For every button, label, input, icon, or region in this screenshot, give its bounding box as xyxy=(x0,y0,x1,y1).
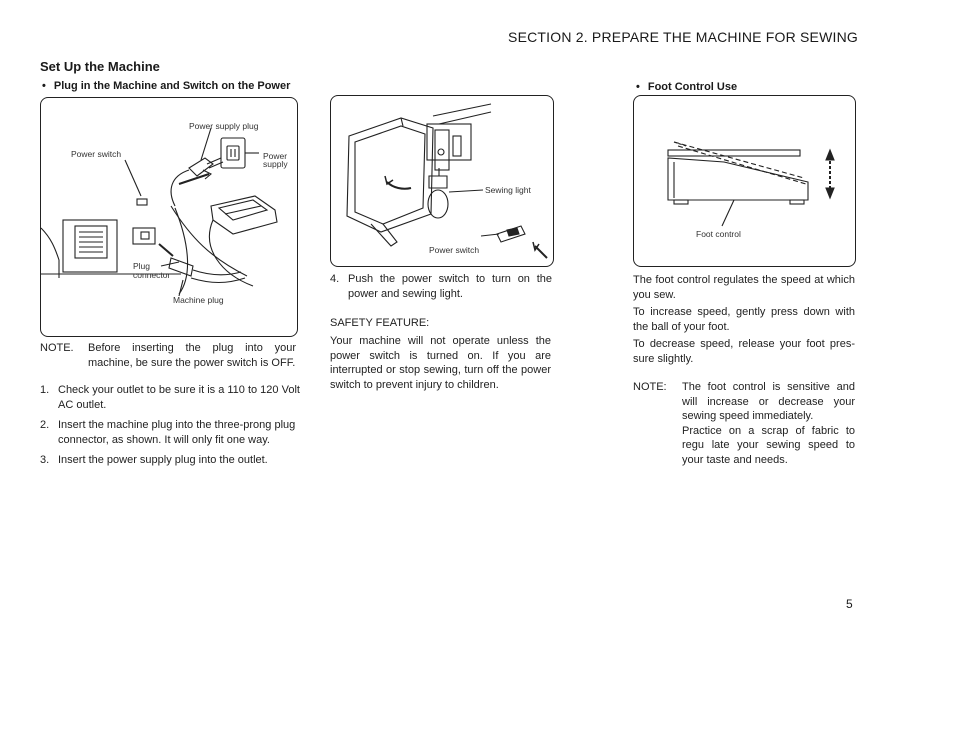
step-item xyxy=(40,418,300,447)
note-tag: NOTE: xyxy=(633,381,667,393)
plug-connector-label-1: Plug xyxy=(133,261,151,271)
machine-plug-label: Machine plug xyxy=(173,295,224,305)
left-note xyxy=(40,341,296,370)
foot-control-heading xyxy=(636,81,737,93)
note-tag: NOTE. xyxy=(40,342,74,354)
sewing-light-label: Sewing light xyxy=(485,185,531,195)
safety-heading: SAFETY FEATURE: xyxy=(330,317,430,329)
foot-control-paragraph: To increase speed, gently press down with the ball of your foot. xyxy=(633,306,855,333)
foot-control-paragraph: The foot control regulates the speed at which you sew. xyxy=(633,274,855,301)
plug-in-figure xyxy=(40,97,298,337)
bullet: • xyxy=(42,80,46,92)
safety-text: Your machine will not operate unless the power switch is turned on. If you are interrupted or stop sewing, turn off the power switch to prevent injury to children. xyxy=(330,335,551,391)
bullet: • xyxy=(636,81,640,93)
step-item xyxy=(40,453,300,468)
step-text: Check your outlet to be sure it is a 110 to 120 Volt AC outlet. xyxy=(58,384,300,411)
step-text: Push the power switch to turn on the power and sewing light. xyxy=(348,273,552,300)
plug-in-subtitle xyxy=(42,80,290,92)
foot-control-illustration xyxy=(634,96,855,266)
power-switch-label: Power switch xyxy=(429,245,480,255)
power-switch-illustration xyxy=(331,96,553,266)
section-header: SECTION 2. PREPARE THE MACHINE FOR SEWING xyxy=(508,29,858,45)
note-line: The foot control is sensitive and will increase or decrease your sewing speed immediately. xyxy=(682,381,855,422)
power-supply-label-2: supply xyxy=(263,159,288,169)
power-switch-figure xyxy=(330,95,554,267)
foot-control-label: Foot control xyxy=(696,229,741,239)
step-number: 2. xyxy=(40,419,50,431)
foot-control-paragraphs xyxy=(633,273,855,366)
plug-connector-label-2: connector xyxy=(133,270,171,280)
power-switch-label: Power switch xyxy=(71,149,122,159)
note-text: Before inserting the plug into your machine, be sure the power switch is OFF. xyxy=(88,342,296,369)
step-text: Insert the power supply plug into the outlet. xyxy=(58,454,268,466)
power-supply-label-1: Power xyxy=(263,151,288,161)
step-number: 3. xyxy=(40,454,50,466)
page-number: 5 xyxy=(846,597,853,611)
right-note xyxy=(633,380,855,467)
heading-text: Foot Control Use xyxy=(647,81,738,93)
note-line: Practice on a scrap of fabric to regu late your sewing speed to your taste and needs. xyxy=(682,424,855,466)
setup-steps xyxy=(40,383,300,468)
step-text: Insert the machine plug into the three-prong plug connector, as shown. It will only fit one way. xyxy=(58,419,296,446)
step-number: 1. xyxy=(40,384,50,396)
note-body xyxy=(682,380,855,467)
subtitle-text: Plug in the Machine and Switch on the Power xyxy=(53,80,291,92)
step-number: 4. xyxy=(330,273,340,285)
step-item xyxy=(40,383,300,412)
foot-control-paragraph: To decrease speed, release your foot pres-sure slightly. xyxy=(633,338,855,365)
step-4 xyxy=(330,272,552,301)
foot-control-figure xyxy=(633,95,856,267)
power-supply-plug-label: Power supply plug xyxy=(189,121,259,131)
plug-in-illustration xyxy=(41,98,297,336)
set-up-title: Set Up the Machine xyxy=(40,59,160,74)
